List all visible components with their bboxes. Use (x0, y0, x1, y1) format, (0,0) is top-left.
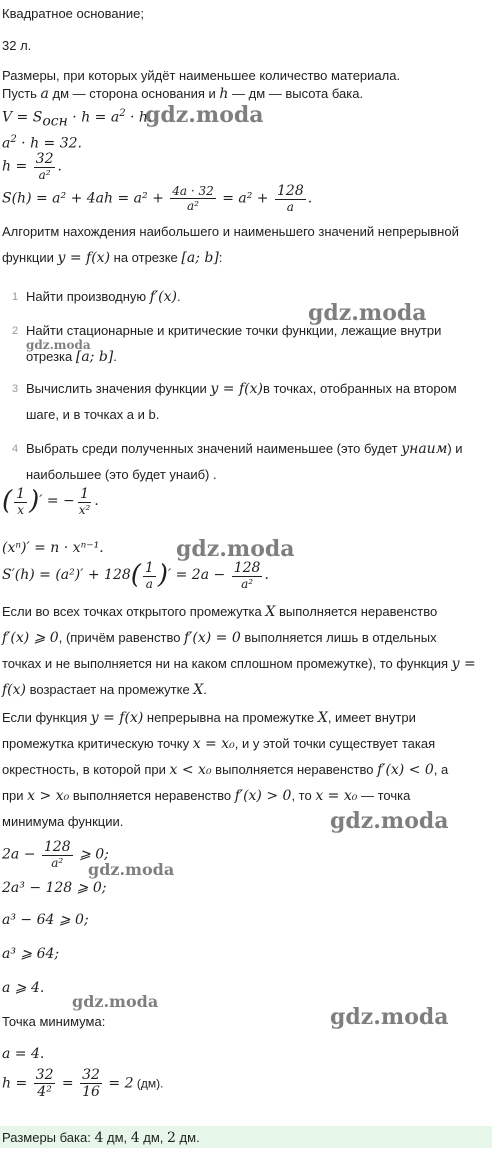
watermark: gdz.moda (72, 992, 159, 1011)
text: Размеры бака: (2, 1130, 95, 1145)
math: h = (2, 1075, 32, 1092)
text: непрерывна на промежутке (143, 710, 318, 725)
math: V = S (2, 109, 43, 126)
text: , а (433, 762, 449, 777)
watermark: gdz.moda (176, 536, 295, 562)
denominator: a² (38, 168, 51, 182)
text: ) и наибольшее (это будет yнаиб) . (26, 441, 463, 482)
equation: a = 4. (2, 1046, 45, 1062)
list-item-text (26, 376, 481, 428)
math: f′(x) ⩾ 0 (2, 630, 59, 646)
denominator: 4² (37, 1084, 52, 1100)
math: yнаим (401, 441, 448, 457)
watermark: gdz.moda (330, 1004, 449, 1030)
numerator: 1 (80, 485, 90, 502)
numerator: 1 (144, 559, 154, 576)
text: — дм — высота бака. (228, 86, 364, 101)
text: , и у этой точки существует такая (234, 736, 436, 751)
text-line: Точка минимума: (2, 1014, 106, 1029)
denominator: a (145, 576, 153, 591)
equation (2, 486, 99, 516)
math: осн (42, 113, 68, 130)
text: : (218, 250, 223, 265)
fraction (34, 152, 56, 181)
paren: ( (130, 560, 141, 590)
denominator: a² (187, 199, 199, 213)
watermark: gdz.moda (145, 102, 264, 128)
text-line (2, 710, 416, 726)
equation (2, 560, 269, 590)
math: ′ = 2a − (168, 567, 230, 583)
paren: ) (29, 486, 40, 516)
math: 4 (94, 1130, 104, 1146)
text: функции (2, 250, 58, 265)
text-line (2, 630, 437, 646)
text-line (2, 250, 222, 266)
fraction (143, 561, 156, 590)
math: . (307, 190, 313, 207)
text: Пусть (2, 86, 41, 101)
text: . (176, 289, 181, 304)
math: x < x₀ (169, 762, 212, 778)
text: (дм). (133, 1076, 164, 1091)
fraction (77, 487, 93, 516)
text: в точках, отобранных на втором шаге, и в точках a и b. (26, 381, 457, 422)
math: S′(h) = (a²)′ + 128 (2, 567, 131, 583)
text: возрастает на промежутке (26, 682, 194, 697)
math: 2a − (2, 846, 40, 863)
numerator: 128 (277, 183, 304, 199)
math: y = f(x) (210, 381, 263, 397)
text: дм — сторона основания и (48, 86, 220, 101)
paren: ( (2, 486, 13, 516)
text-line: 32 л. (2, 38, 32, 53)
list-number: 4 (12, 443, 19, 455)
math: · h = a (67, 109, 120, 126)
text-line: Размеры, при которых уйдёт наименьшее количество материала. (2, 68, 401, 83)
text: точках и не выполняется ни на каком сплошном промежутке), то функция (2, 656, 452, 671)
text: — точка (357, 788, 411, 803)
list-item-text (26, 436, 481, 488)
text: . (203, 682, 207, 697)
numerator: 32 (35, 1067, 54, 1083)
text: промежутка критическую точку (2, 736, 193, 751)
math: x > x₀ (27, 788, 70, 804)
math: X (193, 682, 204, 698)
math: · h = 32. (16, 135, 82, 152)
text-line: Квадратное основание; (2, 6, 144, 21)
numerator: 4a · 32 (172, 184, 214, 198)
math: h = (2, 158, 32, 175)
math: x = x₀ (192, 736, 235, 752)
equation: $V = S_{осн} \cdot h = a^2 \cdot h$. (2, 108, 153, 130)
equation: 2a³ − 128 ⩾ 0; (2, 880, 107, 896)
text: выполняется неравенство (211, 762, 378, 777)
numerator: 128 (233, 559, 261, 576)
text: Выбрать среди полученных значений наименьшее (это будет (26, 441, 402, 456)
text-line: минимума функции. (2, 814, 124, 829)
denominator: x (17, 502, 24, 517)
math: · h. (125, 109, 153, 126)
denominator: a² (241, 576, 254, 591)
math: = (57, 1075, 79, 1092)
math: = 2 (103, 1075, 134, 1092)
text: , (причём равенство (58, 630, 185, 645)
math: f′(x) < 0 (377, 762, 434, 778)
numerator: 32 (82, 1067, 100, 1083)
denominator: a (286, 200, 294, 214)
fraction (170, 185, 216, 212)
denominator: a² (51, 856, 64, 870)
math: a (40, 86, 49, 102)
math: f′(x) > 0 (234, 788, 292, 804)
math: y = f(x) (90, 710, 144, 726)
text-line (2, 656, 476, 672)
math: f(x) (2, 682, 27, 698)
numerator: 1 (16, 485, 26, 502)
text: , то (291, 788, 316, 803)
text: дм, (139, 1130, 168, 1145)
text: выполняется лишь в отдельных (240, 630, 437, 645)
math: f′(x) (149, 289, 177, 305)
numerator: 128 (43, 839, 71, 855)
fraction (42, 840, 73, 869)
math: ⩾ 0; (74, 846, 109, 863)
math: 4 (130, 1130, 140, 1146)
equation: (xⁿ)′ = n · xⁿ⁻¹. (2, 540, 104, 556)
watermark: gdz.moda (308, 300, 427, 326)
equation: a³ − 64 ⩾ 0; (2, 912, 89, 928)
text-line (2, 86, 363, 102)
math: . (57, 158, 62, 175)
list-number: 3 (12, 383, 19, 395)
text: Найти стационарные и критические точки функции, лежащие внутри отрезка (26, 323, 442, 364)
watermark: gdz.moda (330, 808, 449, 834)
watermark: gdz.moda (26, 338, 91, 352)
text: на отрезке (110, 250, 182, 265)
text: при (2, 788, 28, 803)
fraction (232, 561, 263, 590)
text-line (2, 762, 448, 778)
fraction (275, 184, 306, 213)
fraction (14, 487, 27, 516)
equation (2, 184, 312, 213)
equation: a³ ⩾ 64; (2, 946, 60, 962)
math: y = (451, 656, 476, 672)
watermark: gdz.moda (88, 860, 175, 879)
text: дм, (103, 1130, 131, 1145)
math: 2 (167, 1130, 176, 1146)
math: a (2, 135, 11, 152)
equation (2, 1068, 163, 1099)
list-number: 1 (12, 291, 19, 303)
numerator: 32 (35, 151, 54, 167)
text: . (113, 349, 117, 364)
text: выполняется неравенство (69, 788, 235, 803)
math: [a; b] (75, 349, 114, 365)
text: , имеет внутри (327, 710, 416, 725)
answer-line (2, 1130, 200, 1146)
math: x = x₀ (315, 788, 358, 804)
paren: ) (157, 560, 168, 590)
math: ′ = − (39, 493, 75, 509)
text: Найти производную (26, 289, 150, 304)
equation: a ⩾ 4. (2, 980, 45, 996)
denominator: 16 (82, 1084, 100, 1100)
denominator: x² (78, 502, 91, 517)
math: [a; b] (181, 250, 219, 266)
math: f′(x) = 0 (184, 630, 241, 646)
math: S(h) = a² + 4ah = a² + (2, 190, 169, 207)
text: Если функция (2, 710, 91, 725)
text-line (2, 604, 437, 620)
text: Если во всех точках открытого промежутка (2, 604, 266, 619)
math: X (265, 604, 276, 620)
math: = a² + (217, 190, 273, 207)
fraction (34, 1068, 56, 1099)
text: дм. (175, 1130, 200, 1145)
text-line (2, 736, 435, 752)
list-number: 2 (12, 325, 19, 337)
text: Вычислить значения функции (26, 381, 211, 396)
math: y = f(x) (57, 250, 111, 266)
text-line: Алгоритм нахождения наибольшего и наименьшего значений непрерывной (2, 224, 459, 239)
text: выполняется неравенство (275, 604, 438, 619)
math: . (264, 567, 269, 583)
equation (2, 152, 62, 181)
text: окрестность, в которой при (2, 762, 170, 777)
equation: $a^2 \cdot h = 32$. (2, 134, 82, 152)
text-line (2, 788, 410, 804)
text-line (2, 682, 207, 698)
math: X (317, 710, 328, 726)
fraction (80, 1068, 102, 1099)
math: . (94, 493, 99, 509)
math: h (219, 86, 229, 102)
